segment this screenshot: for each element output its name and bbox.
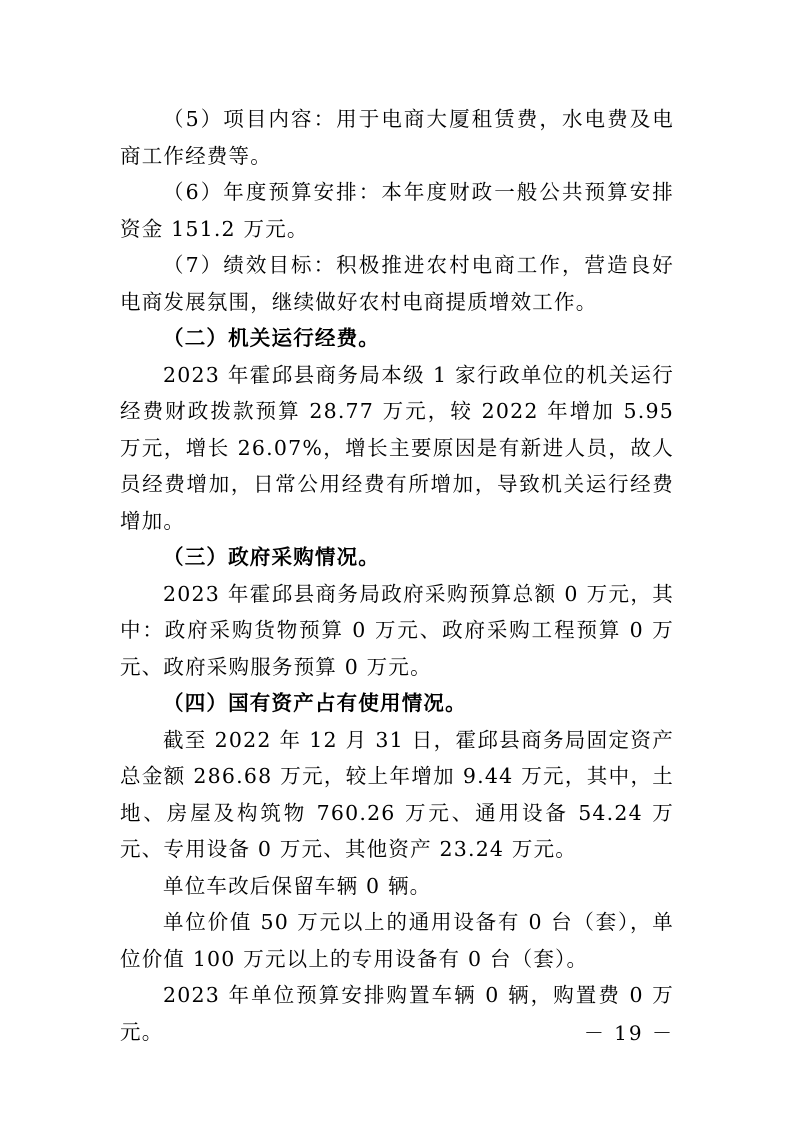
paragraph-vehicle-purchase: 2023 年单位预算安排购置车辆 0 辆，购置费 0 万元。 <box>120 983 674 1044</box>
section-heading-state-assets: （四）国有资产占有使用情况。 <box>163 691 467 715</box>
paragraph-project-content: （5）项目内容：用于电商大厦租赁费，水电费及电商工作经费等。 <box>120 107 674 168</box>
paragraph-vehicles-retained: 单位车改后保留车辆 0 辆。 <box>163 873 432 898</box>
page-number: － 19 － <box>583 1021 674 1045</box>
paragraph-performance-goal: （7）绩效目标：积极推进农村电商工作，营造良好电商发展氛围，继续做好农村电商提质增效工作。 <box>120 253 674 314</box>
paragraph-fixed-assets: 截至 2022 年 12 月 31 日，霍邱县商务局固定资产总金额 286.68 万元，较上年增加 9.44 万元，其中，土地、房屋及构筑物 760.26 万元、通用设备 54.24 万元、专用设备 0 万元、其他资产 23.24 万元。 <box>120 727 674 861</box>
section-heading-procurement: （三）政府采购情况。 <box>163 545 380 569</box>
paragraph-annual-budget: （6）年度预算安排：本年度财政一般公共预算安排资金 151.2 万元。 <box>120 180 674 241</box>
section-heading-operating-expenses: （二）机关运行经费。 <box>163 326 380 350</box>
body-text <box>120 101 674 1050</box>
paragraph-procurement: 2023 年霍邱县商务局政府采购预算总额 0 万元，其中：政府采购货物预算 0 万元、政府采购工程预算 0 万元、政府采购服务预算 0 万元。 <box>120 581 674 679</box>
paragraph-operating-expenses: 2023 年霍邱县商务局本级 1 家行政单位的机关运行经费财政拨款预算 28.77 万元，较 2022 年增加 5.95 万元，增长 26.07%，增长主要原因是有新进人员，故人员经费增加，日常公用经费有所增加，导致机关运行经费增加。 <box>120 362 674 533</box>
paragraph-equipment: 单位价值 50 万元以上的通用设备有 0 台（套），单位价值 100 万元以上的专用设备有 0 台（套）。 <box>120 910 674 971</box>
